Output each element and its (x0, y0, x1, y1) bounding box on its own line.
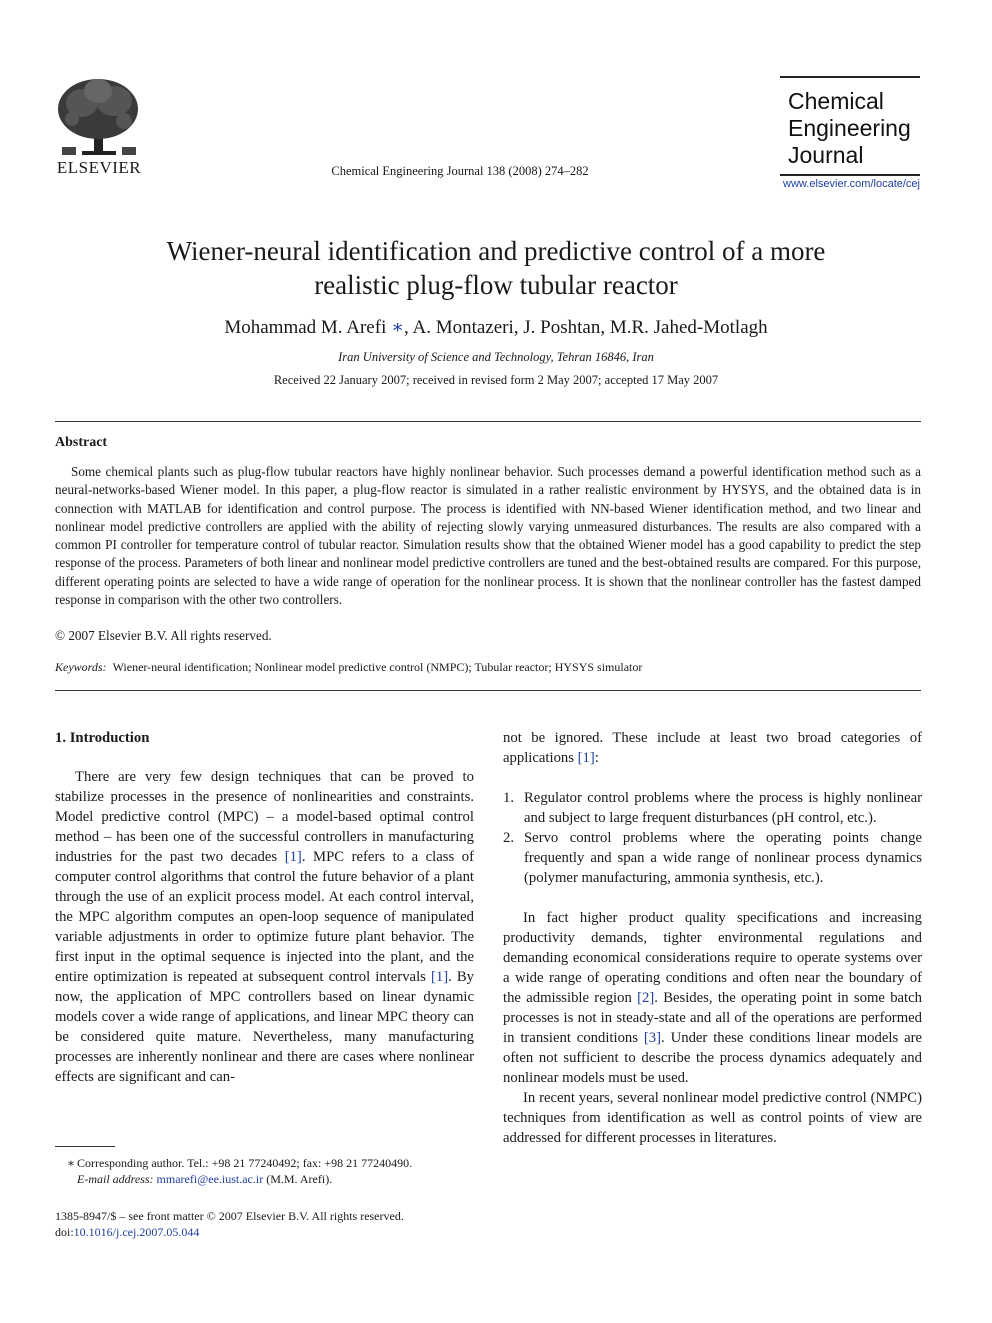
paragraph (503, 728, 922, 768)
title-line: Wiener-neural identification and predictive control of a more (166, 236, 826, 266)
author-names: , A. Montazeri, J. Poshtan, M.R. Jahed-Motlagh (404, 317, 768, 338)
front-matter: 1385-8947/$ – see front matter © 2007 Elsevier B.V. All rights reserved. (55, 1209, 404, 1223)
footnote (55, 1155, 485, 1187)
list-text: Regulator control problems where the process is highly nonlinear and subject to large frequent disturbances (pH control, etc.). (524, 790, 922, 826)
keywords (55, 660, 921, 675)
citation-link[interactable]: [1] (430, 969, 449, 985)
publisher-wordmark: ELSEVIER (56, 158, 142, 177)
text-run: : (594, 750, 599, 766)
journal-url-link[interactable]: www.elsevier.com/locate/cej (783, 178, 920, 190)
citation-link[interactable]: [2] (637, 990, 655, 1006)
text-run: . MPC refers to a class of computer control algorithms that control the future behavior of a plant through the use of an explicit process model. At each control interval, the MPC algorithm computes an open-loop sequence of manipulated variable adjustments in order to optimize future plant behavior. The first input in the optimal sequence is injected into the plant, and the entire optimization is repeated at subsequent control intervals (55, 849, 475, 985)
title-line: realistic plug-flow tubular reactor (314, 270, 678, 300)
doi-line (55, 1224, 485, 1240)
citation-link[interactable]: [3] (643, 1030, 662, 1046)
left-column (55, 728, 474, 1087)
list-item (503, 828, 922, 888)
abstract-copyright: © 2007 Elsevier B.V. All rights reserved. (55, 628, 272, 643)
paragraph (503, 908, 922, 1088)
journal-brand-lines (788, 88, 911, 169)
list-item (503, 788, 922, 828)
journal-brand-line: Chemical (788, 88, 884, 114)
page-footer (55, 1208, 485, 1240)
numbered-list (503, 788, 922, 888)
journal-brand-line: Engineering (788, 115, 911, 141)
keywords-label: Keywords: (55, 660, 107, 674)
paragraph (55, 767, 474, 1087)
text-run: In fact higher product quality specifications and increasing productivity demands, tighter environmental regulations and demanding economical considerations require to operate systems over a wide range of operating conditions and often near the boundary of the admissible region (503, 910, 922, 1006)
list-text: Servo control problems where the operating points change frequently and span a wide range of nonlinear process dynamics (polymer manufacturing, ammonia synthesis, etc.). (524, 830, 922, 886)
citation-link[interactable]: [1] (284, 849, 302, 865)
list-number: 1. (503, 790, 515, 806)
text-run: . Besides, the operating point in some batch processes is not in steady-state and all of the operations are performed in transient conditions (503, 990, 923, 1046)
author-name: Mohammad M. Arefi (224, 317, 387, 338)
paragraph: In recent years, several nonlinear model predictive control (NMPC) techniques from identification as well as control points of view are addressed for different processes in literatures. (503, 1090, 922, 1146)
footnote-symbol: ∗ (66, 1156, 75, 1170)
divider (55, 690, 921, 691)
email-label: E-mail address: (77, 1172, 154, 1186)
text-run: . Under these conditions linear models are often not sufficient to describe the process dynamics adequately and nonlinear models must be used. (503, 1030, 922, 1086)
text-run: There are very few design techniques that can be proved to stabilize processes in the presence of nonlinearities and constraints. Model predictive control (MPC) – a model-based optimal control method – has been one of the successful controllers in manufacturing industries for the past two decades (55, 769, 474, 865)
email-suffix: (M.M. Arefi). (263, 1172, 333, 1186)
section-heading: 1. Introduction (55, 730, 150, 746)
journal-brand (780, 76, 920, 176)
corresponding-author-link[interactable]: ∗ (391, 317, 405, 338)
keywords-list: Wiener-neural identification; Nonlinear model predictive control (NMPC); Tubular reactor; HYSYS simulator (112, 660, 643, 674)
corresponding-author-note: Corresponding author. Tel.: +98 21 77240492; fax: +98 21 77240490. (77, 1156, 413, 1170)
doi-link[interactable]: 10.1016/j.cej.2007.05.044 (73, 1225, 200, 1239)
list-number: 2. (503, 830, 515, 846)
affiliation: Iran University of Science and Technology, Tehran 16846, Iran (338, 350, 654, 364)
doi-label: doi: (55, 1225, 74, 1239)
footnote-line (55, 1155, 485, 1171)
journal-brand-line: Journal (788, 142, 864, 168)
abstract-text: Some chemical plants such as plug-flow tubular reactors have highly nonlinear behavior. Such processes demand a powerful identification method such as a neural-networks-based Wiener model. In this paper, a plug-flow reactor is simulated in a rather realistic environment by HYSYS, and the obtained data is in connection with MATLAB for identification and control purpose. The process is identified with NN-based Wiener identification method, and two linear and nonlinear model predictive controllers are applied with the ability of rejecting slowly varying unmeasured disturbances. The results are also compared with a common PI controller for temperature control of tubular reactor. Simulation results show that the obtained Wiener model has a good capability to predict the step response of the process. Parameters of both linear and nonlinear model predictive controllers are tuned and the best-obtained results are compared. For this purpose, different operating points are selected to have a wide range of operation for the nonlinear process. It is shown that the nonlinear controller has the fastest damped response in comparison with the other two controllers. (55, 464, 921, 608)
divider (55, 421, 921, 422)
text-run: not be ignored. These include at least two broad categories of applications (503, 730, 922, 766)
footnote-line (55, 1171, 485, 1187)
right-column (503, 728, 922, 1148)
journal-citation: Chemical Engineering Journal 138 (2008) 274–282 (331, 164, 589, 178)
text-run: . By now, the application of MPC controllers based on linear dynamic models cover a wide range of applications, and linear MPC theory can be considered quite mature. Nevertheless, many manufacturing processes are inherently nonlinear and there are cases where nonlinear effects are significant and can- (55, 969, 474, 1085)
citation-link[interactable]: [1] (577, 750, 595, 766)
article-dates: Received 22 January 2007; received in revised form 2 May 2007; accepted 17 May 2007 (273, 373, 719, 387)
abstract-heading: Abstract (55, 435, 108, 450)
article-title (80, 234, 912, 302)
footnote-divider (55, 1146, 115, 1147)
author-list (80, 316, 912, 339)
email-link[interactable]: mmarefi@ee.iust.ac.ir (156, 1172, 264, 1186)
